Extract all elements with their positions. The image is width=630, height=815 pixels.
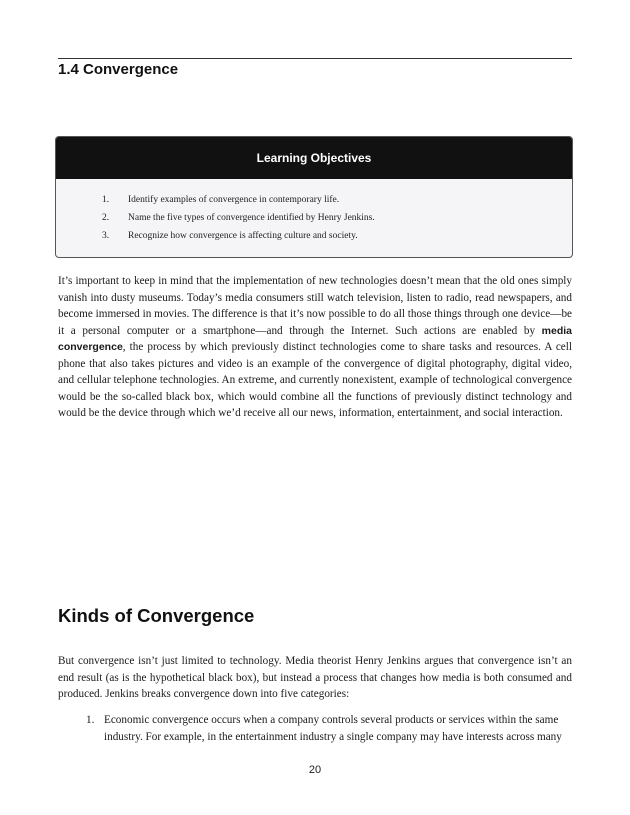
key-term: media convergence [58,324,572,353]
kinds-heading: Kinds of Convergence [58,605,255,626]
objective-text: Identify examples of convergence in contemporary life. [128,195,340,205]
list-number: 1. [86,714,95,726]
top-rule [58,58,572,59]
objective-number: 1. [102,195,110,205]
learning-objectives-heading: Learning Objectives [56,137,572,179]
objective-text: Recognize how convergence is affecting culture and society. [128,231,358,241]
objective-item [102,231,358,241]
objective-number: 3. [102,231,110,241]
list-item [86,712,572,745]
objective-item [102,213,375,223]
intro-paragraph [58,273,572,422]
kinds-paragraph: But convergence isn’t just limited to technology. Media theorist Henry Jenkins argues that convergence isn’t an end result (as is the hypothetical black box), but instead a process that changes how media is both consumed and produced. Jenkins breaks convergence down into five categories: [58,655,572,700]
intro-text-after: , the process by which previously distinct technologies come to share tasks and resources. A cell phone that also takes pictures and video is an example of the convergence of digital photography, digital video, and cellular telephone technologies. An extreme, and currently nonexistent, example of technological convergence would be the so-called black box, which would combine all the functions of previously distinct technology and would be the device through which we’d receive all our news, information, entertainment, and social interaction. [58,341,572,419]
objective-number: 2. [102,213,110,223]
page-number: 20 [308,764,322,776]
section-title: 1.4 Convergence [58,61,179,78]
objective-text: Name the five types of convergence identified by Henry Jenkins. [128,213,375,223]
objective-item [102,195,339,205]
intro-text-before: It’s important to keep in mind that the implementation of new technologies doesn’t mean that the old ones simply vanish into dusty museums. Today’s media consumers still watch television, listen to radio, read newspapers, and become immersed in movies. The difference is that it’s now possible to do all those things through one device—be it a personal computer or a smartphone—and through the Internet. Such actions are enabled by [58,275,572,337]
list-text: Economic convergence occurs when a company controls several products or services within the same industry. For example, in the entertainment industry a single company may have interests across many [104,714,562,743]
learning-objectives-box [55,136,573,258]
